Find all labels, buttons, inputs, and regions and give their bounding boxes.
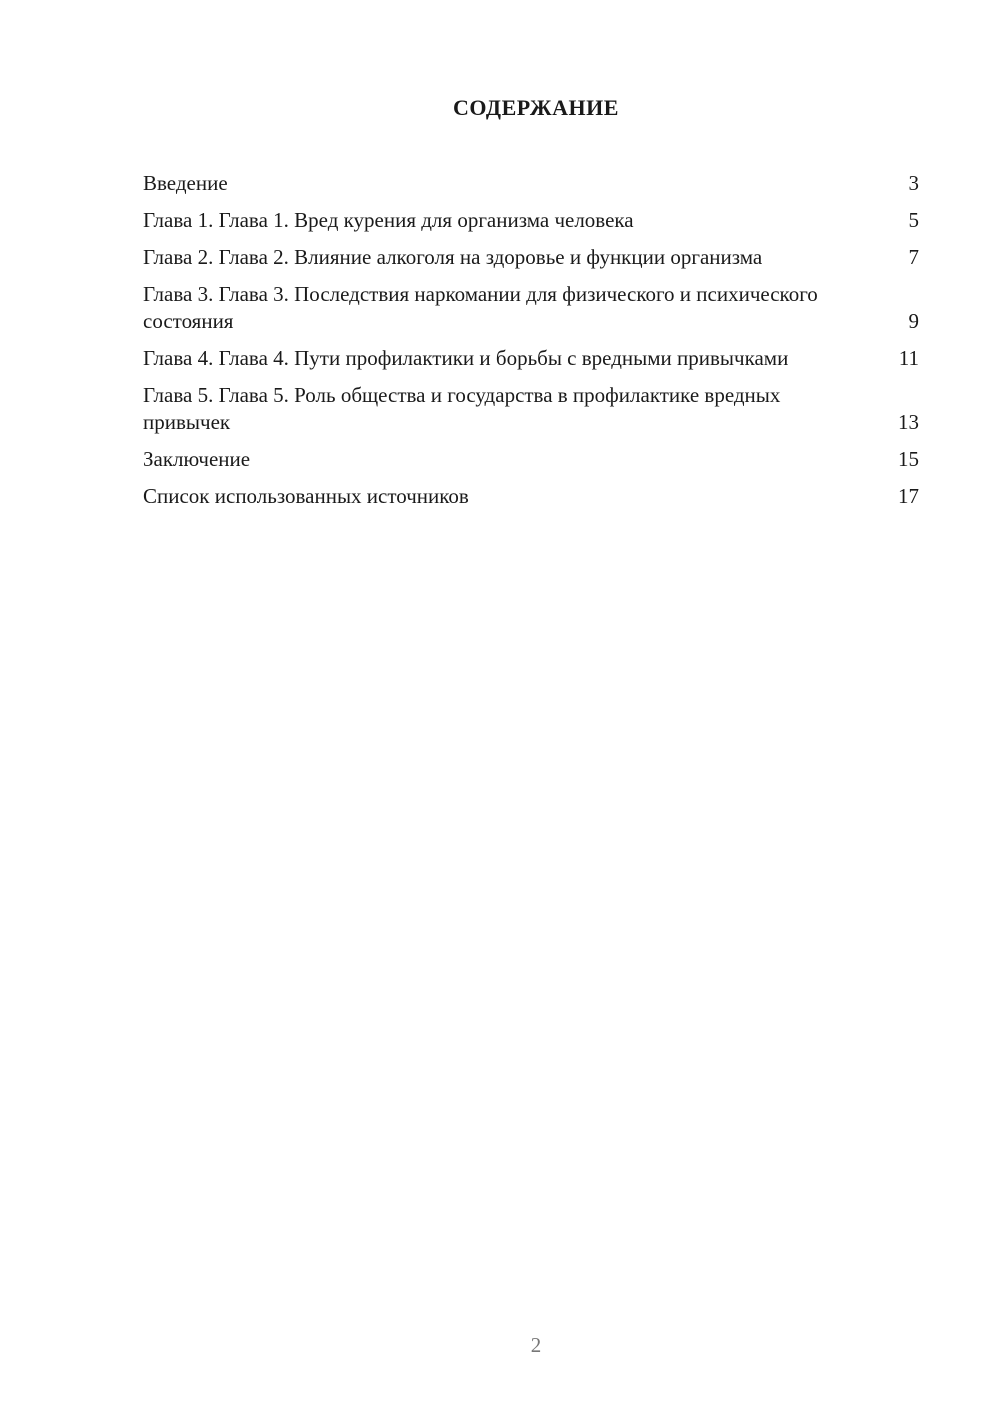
toc-entry-chapter-5 [143, 382, 919, 436]
toc-entry-page-number: 11 [898, 346, 919, 370]
toc-entry-page-number: 9 [908, 309, 919, 333]
toc-entry-conclusion [143, 446, 919, 473]
toc-entry-title: Глава 4. Глава 4. Пути профилактики и борьбы с вредными привычками [143, 346, 789, 370]
toc-entry-page-number: 17 [898, 484, 919, 508]
toc-entry-page-number: 15 [898, 447, 919, 471]
toc-entry-introduction [143, 170, 919, 197]
toc-entry-title: Список использованных источников [143, 484, 469, 508]
toc-entry-page-number: 13 [898, 410, 919, 434]
toc-entry-page-number: 7 [908, 245, 919, 269]
toc-entry-references [143, 483, 919, 510]
toc-entry-title: Заключение [143, 447, 251, 471]
toc-entry-title: Глава 5. Глава 5. Роль общества и государства в профилактике вредных привычек [143, 383, 781, 434]
toc-entry-chapter-3 [143, 281, 919, 335]
toc-entry-chapter-1 [143, 207, 919, 234]
table-of-contents [143, 170, 919, 520]
toc-entry-chapter-2 [143, 244, 919, 271]
toc-entry-chapter-4 [143, 345, 919, 372]
toc-entry-title: Глава 1. Глава 1. Вред курения для организма человека [143, 208, 634, 232]
toc-entry-title: Глава 3. Глава 3. Последствия наркомании для физического и психического состояния [143, 282, 818, 333]
toc-heading: СОДЕРЖАНИЕ [453, 95, 619, 120]
page-number: 2 [530, 1333, 542, 1357]
toc-entry-title: Введение [143, 171, 228, 195]
toc-entry-page-number: 5 [908, 208, 919, 232]
toc-entry-page-number: 3 [908, 171, 919, 195]
toc-entry-title: Глава 2. Глава 2. Влияние алкоголя на здоровье и функции организма [143, 245, 763, 269]
